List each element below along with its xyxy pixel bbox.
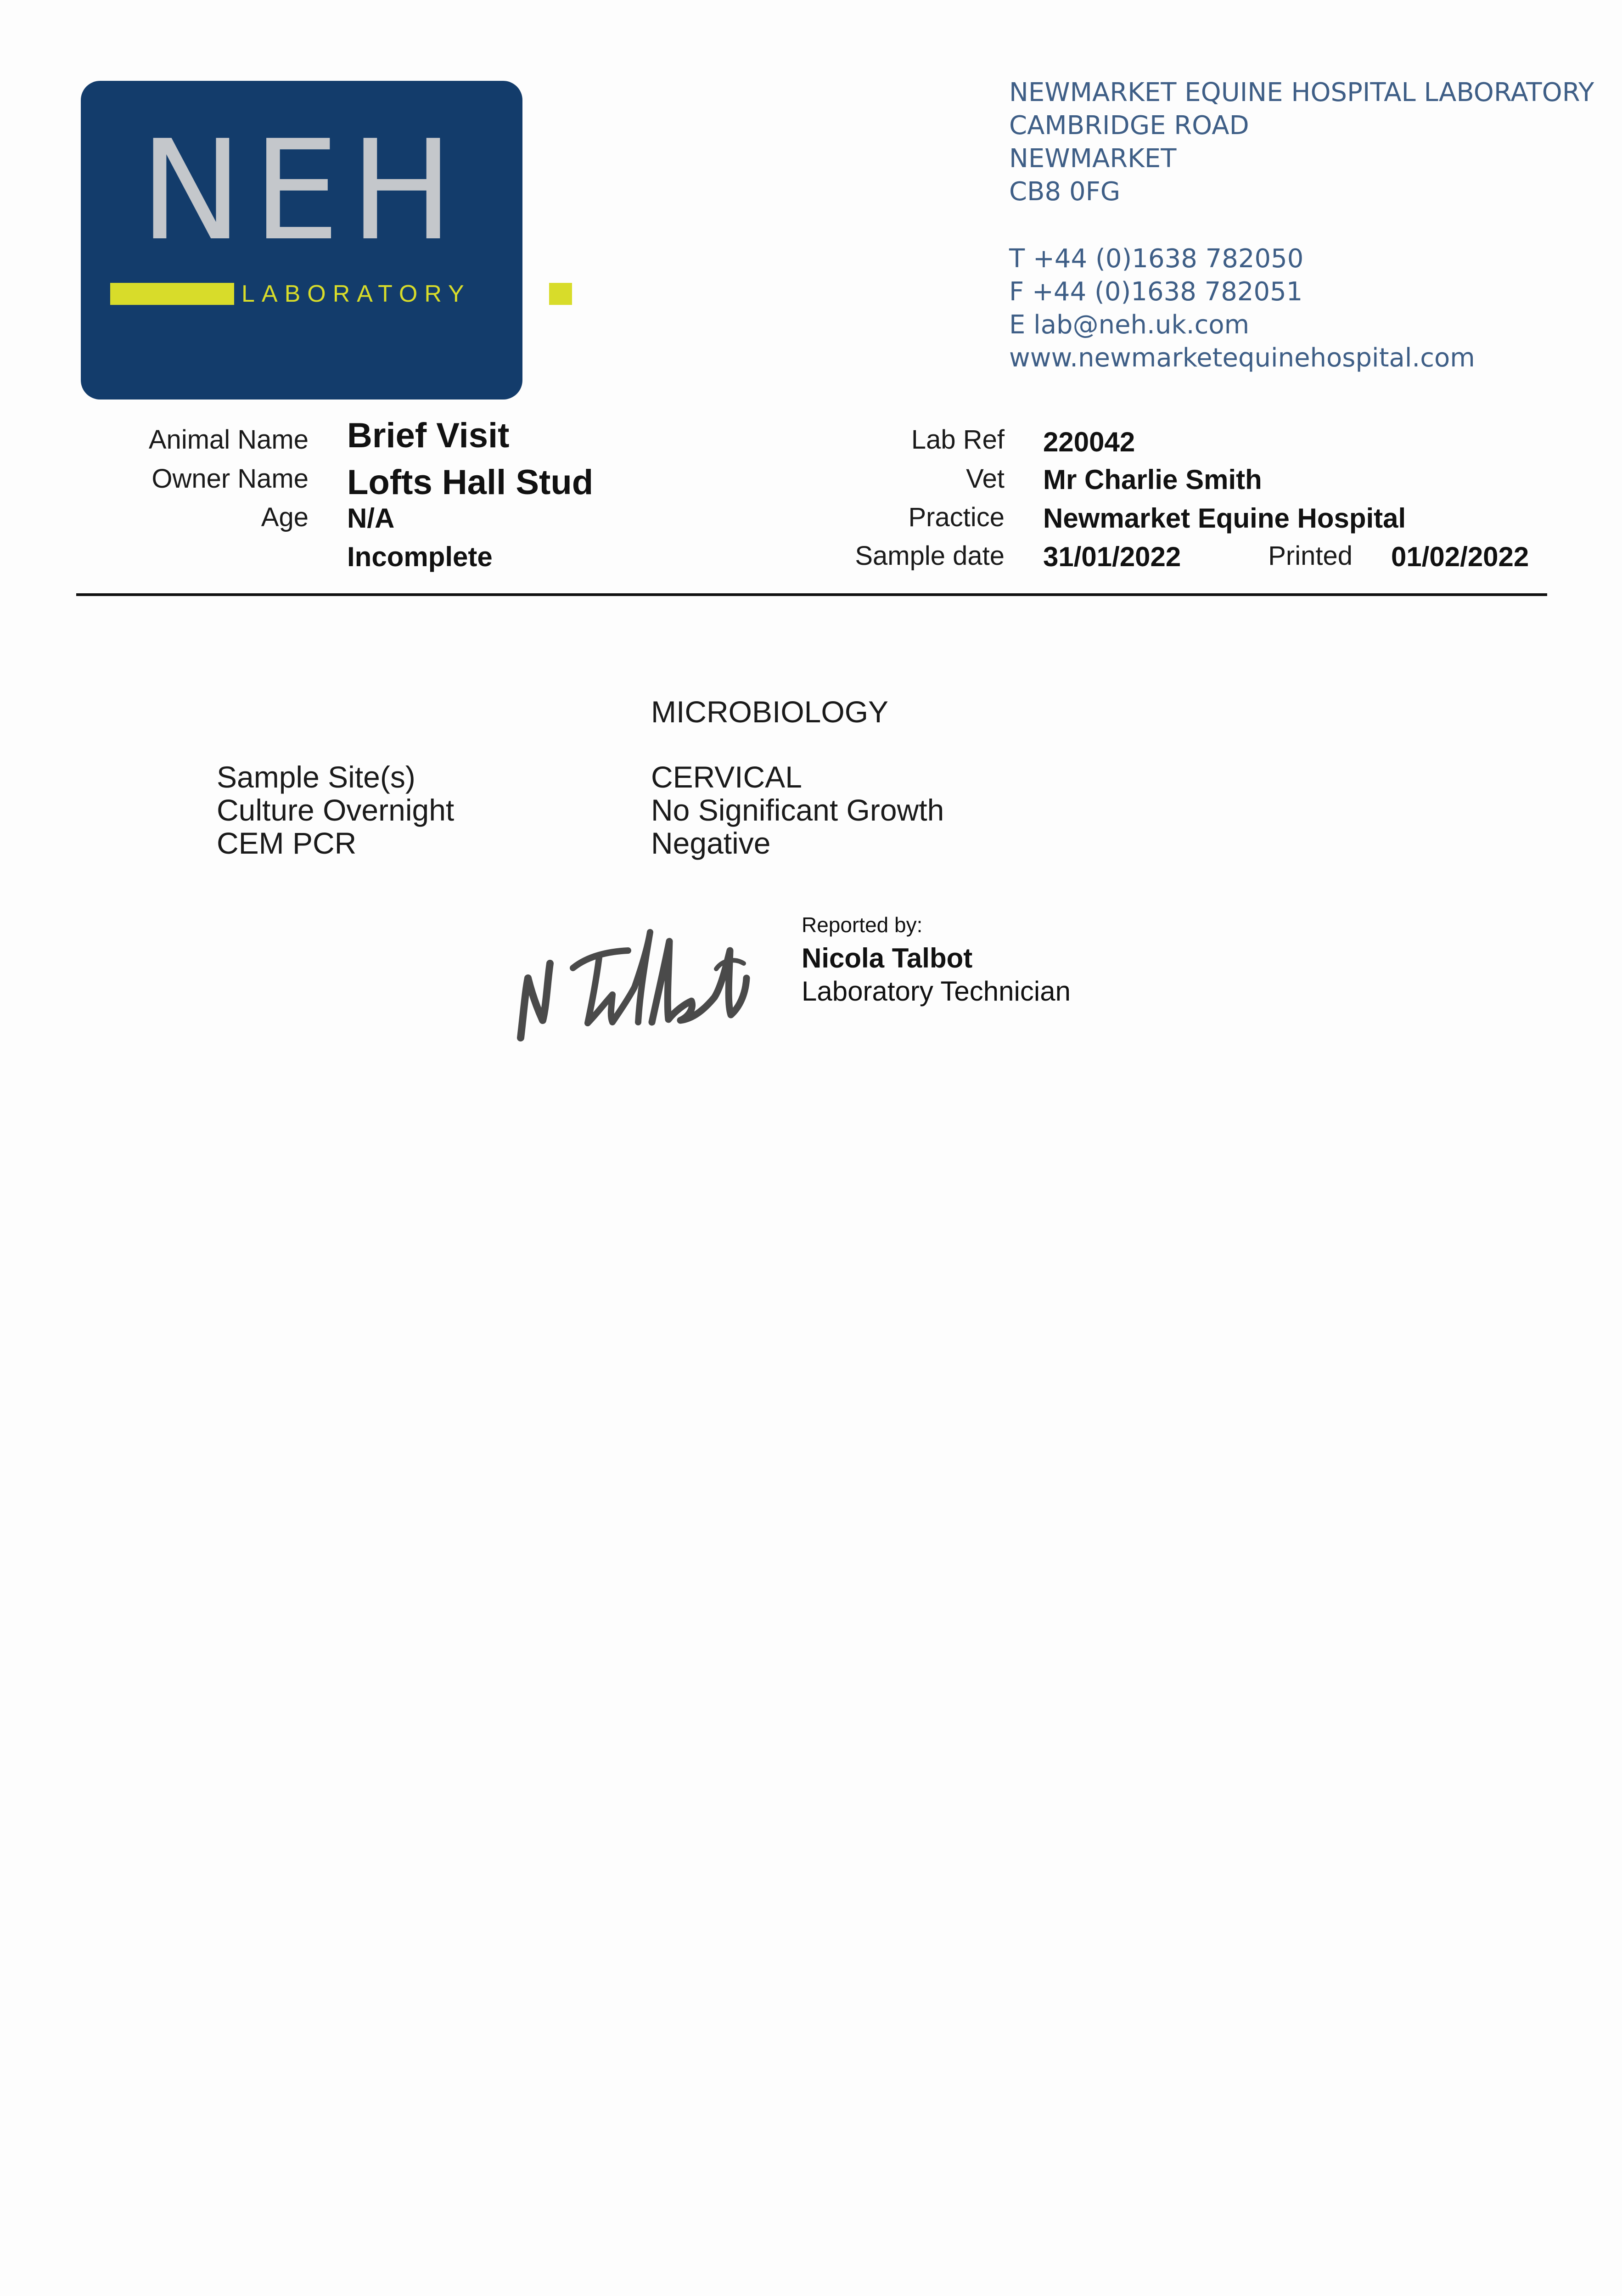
owner-name-value: Lofts Hall Stud — [347, 463, 594, 502]
result-label-culture: Culture Overnight — [217, 793, 455, 827]
logo-sub-text: LABORATORY — [241, 281, 471, 307]
age-value: N/A — [347, 503, 395, 534]
reported-by-label: Reported by: — [802, 913, 923, 937]
result-label-sample-site: Sample Site(s) — [217, 760, 415, 794]
result-value-culture: No Significant Growth — [651, 793, 944, 827]
signature-image — [514, 914, 753, 1047]
header-divider — [76, 593, 1547, 596]
address-phone: T +44 (0)1638 782050 — [1009, 244, 1304, 274]
logo-accent-bar-left — [110, 283, 234, 305]
animal-name-label: Animal Name — [148, 425, 309, 455]
reporter-name: Nicola Talbot — [802, 943, 973, 974]
sample-date-value: 31/01/2022 — [1043, 541, 1181, 572]
record-status: Incomplete — [347, 541, 493, 572]
address-website: www.newmarketequinehospital.com — [1009, 343, 1475, 373]
practice-value: Newmarket Equine Hospital — [1043, 503, 1406, 534]
address-postcode: CB8 0FG — [1009, 177, 1121, 207]
logo-accent-bar-right — [549, 283, 572, 305]
result-value-sample-site: CERVICAL — [651, 760, 802, 794]
sample-date-label: Sample date — [855, 541, 1005, 571]
address-line-2: CAMBRIDGE ROAD — [1009, 111, 1249, 141]
address-fax: F +44 (0)1638 782051 — [1009, 277, 1303, 307]
animal-name-value: Brief Visit — [347, 416, 510, 455]
address-line-3: NEWMARKET — [1009, 144, 1177, 174]
result-value-cem-pcr: Negative — [651, 826, 771, 860]
lab-logo — [81, 81, 522, 400]
address-line-1: NEWMARKET EQUINE HOSPITAL LABORATORY — [1009, 78, 1594, 107]
lab-ref-label: Lab Ref — [911, 425, 1005, 455]
vet-value: Mr Charlie Smith — [1043, 464, 1262, 495]
printed-date-value: 01/02/2022 — [1391, 541, 1529, 572]
reporter-role: Laboratory Technician — [802, 976, 1071, 1007]
logo-main-text: NEH — [140, 111, 464, 271]
printed-label: Printed — [1268, 541, 1353, 571]
owner-name-label: Owner Name — [152, 464, 309, 494]
practice-label: Practice — [908, 502, 1005, 532]
vet-label: Vet — [966, 464, 1005, 494]
address-email: E lab@neh.uk.com — [1009, 310, 1250, 340]
age-label: Age — [261, 502, 309, 532]
lab-ref-value: 220042 — [1043, 427, 1135, 457]
result-label-cem-pcr: CEM PCR — [217, 826, 357, 860]
section-title: MICROBIOLOGY — [651, 695, 889, 729]
